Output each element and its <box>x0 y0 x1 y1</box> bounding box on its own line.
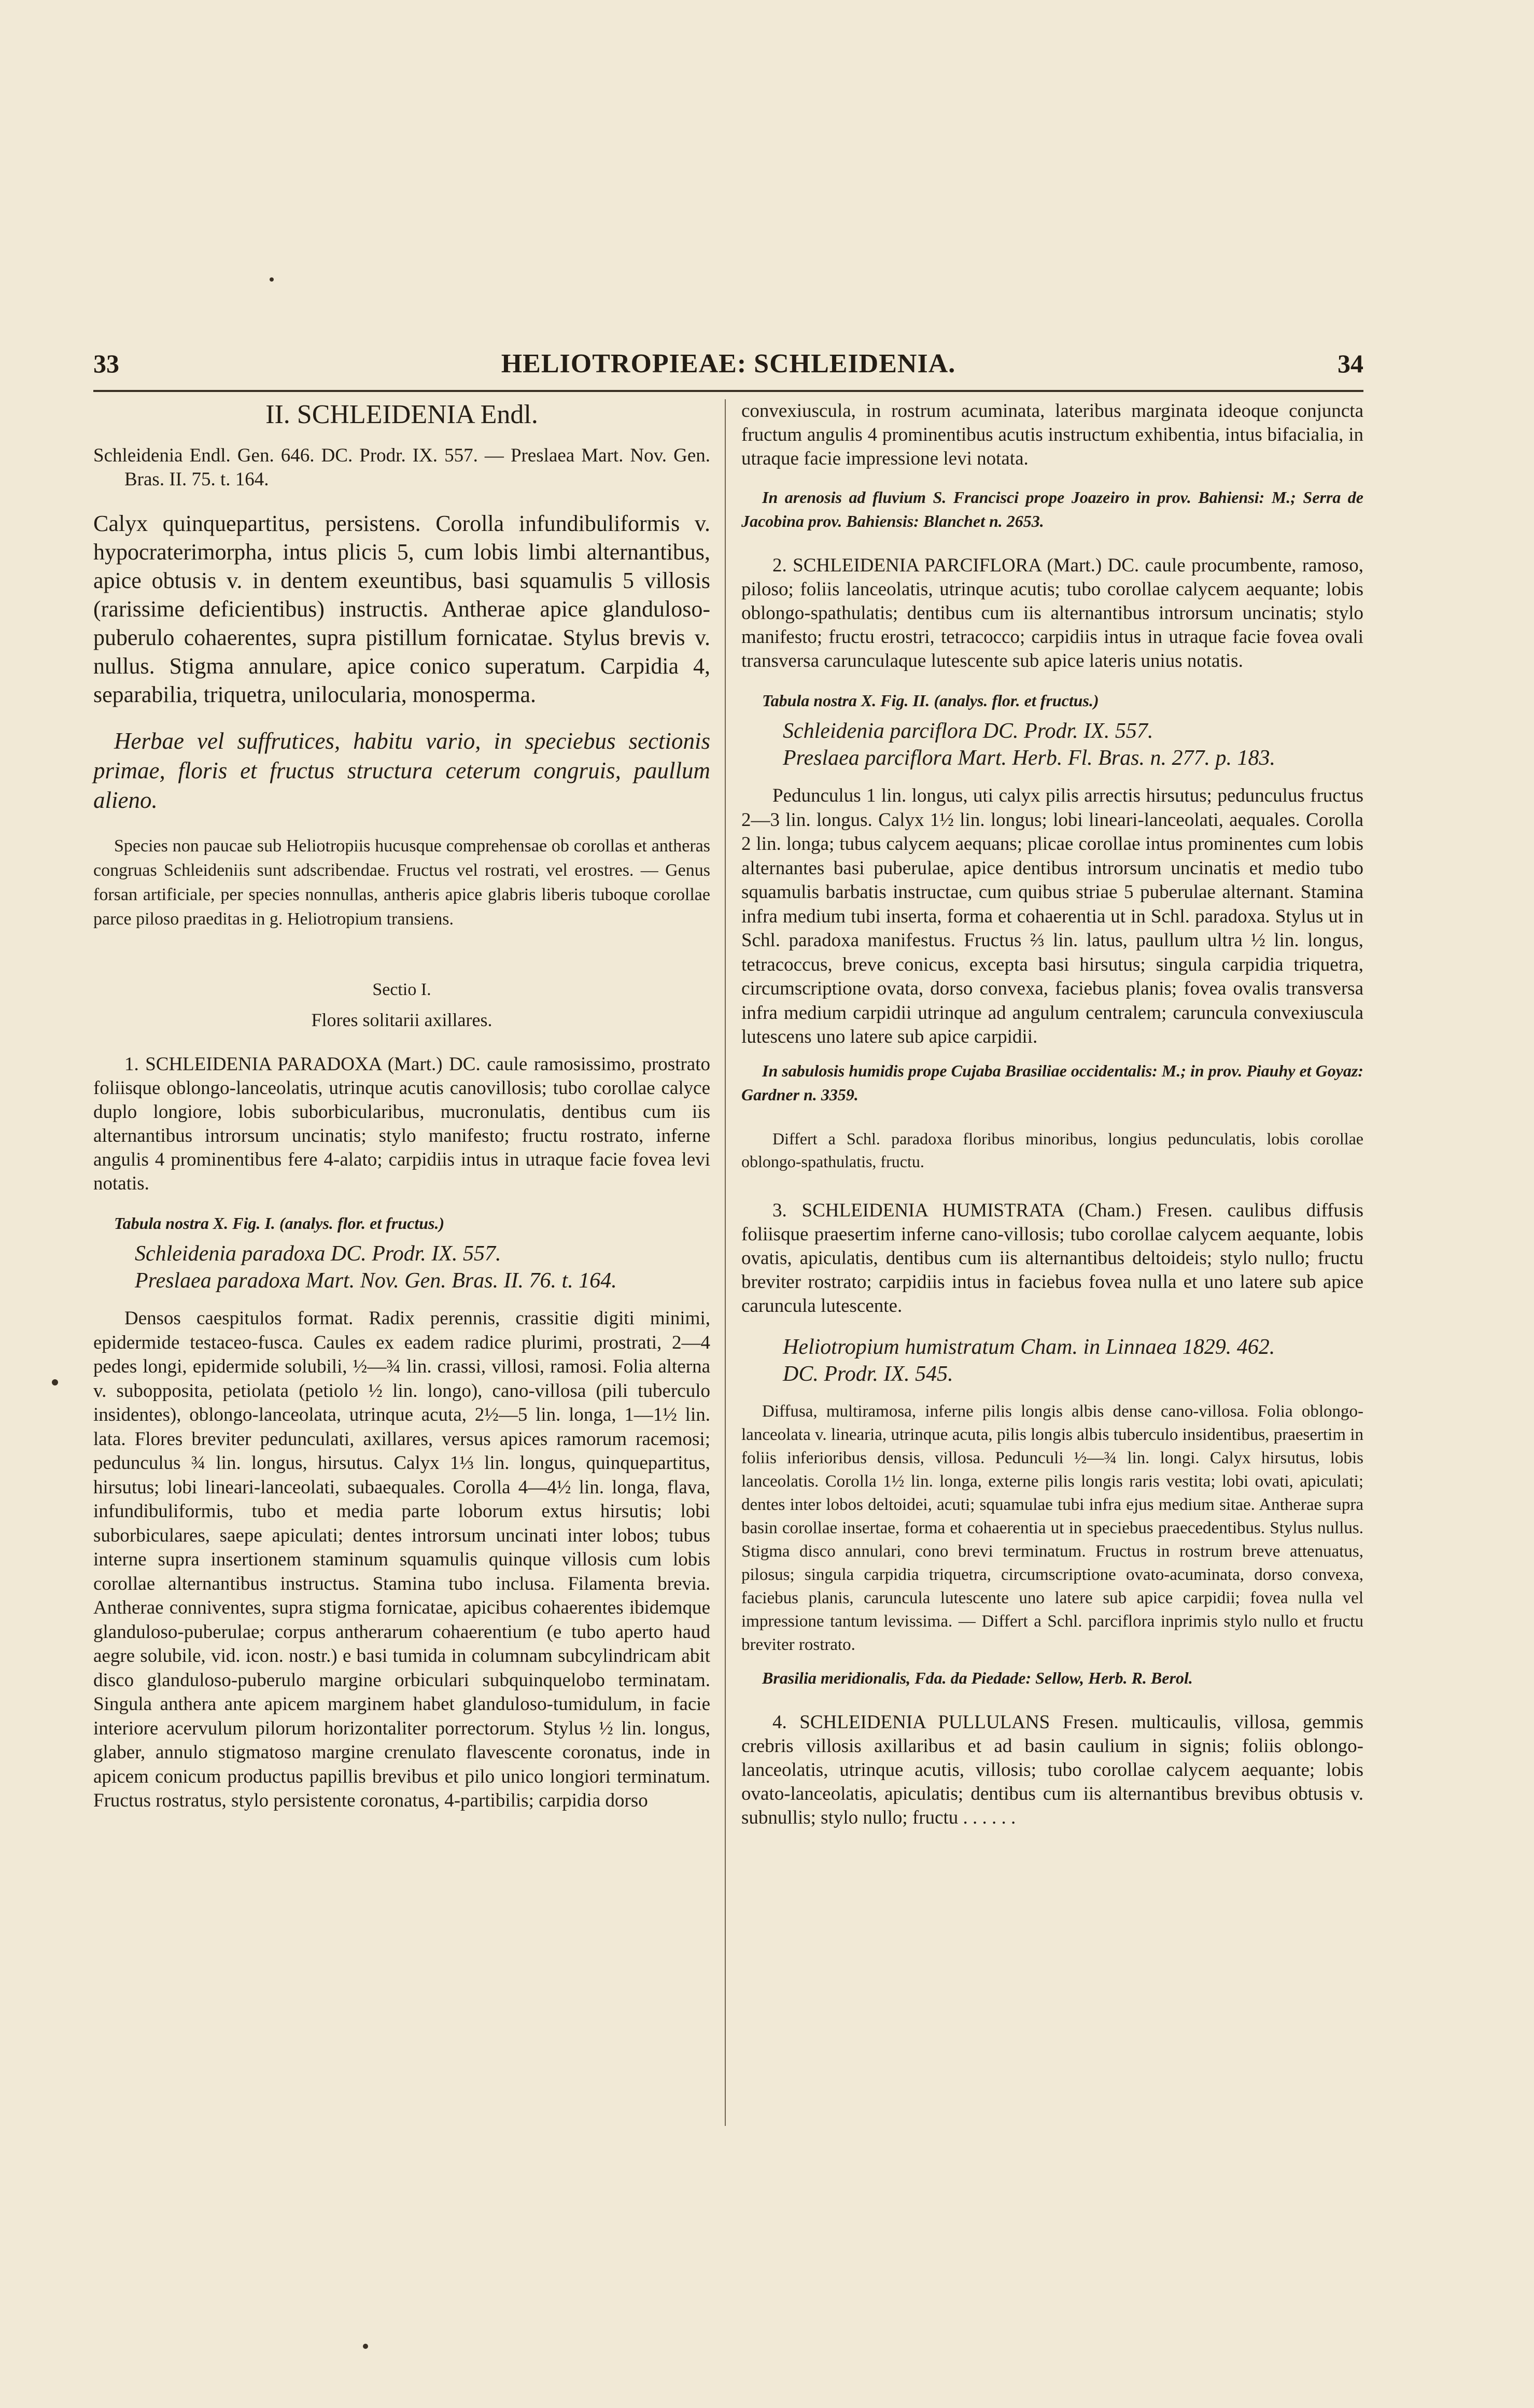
ink-speck <box>52 1379 58 1385</box>
species-1-ref-a: Schleidenia paradoxa DC. Prodr. IX. 557. <box>135 1242 501 1266</box>
species-1-description: Densos caespitulos format. Radix perennis, crassitie digiti minimi, epidermide testaceo-fusca. Caules ex eadem radice plurimi, prostrati, 2—4 pedes longi, epidermide solubili, ½—¾ lin. crassi, villosi, ramosi. Folia alterna v. subopposita, petiolata (petiolo ½ lin. longo), cano-villosa (pili tuberculo insidentes), oblongo-lanceolata, utrinque acuta, 2½—5 lin. longa, 1—1½ lin. lata. Flores breviter pedunculati, axillares, versus apices ramorum racemosi; pedunculus ¾ lin. longus, hirsutus. Calyx 1⅓ lin. longus, quinquepartitus, hirsutus; lobi lineari-lanceolati, subaequales. Corolla 4—4½ lin. longa, flava, infundibuliformis, tubo et media parte loborum extus hirsutis; lobi suborbiculares, saepe apiculati; dentes introrsum uncinati inter lobos; tubus interne supra insertionem staminum squamulis quinque villosis cum lobis corollae alternantibus instructus. Stamina tubo inclusa. Filamenta brevia. Antherae conniventes, supra stigma fornicatae, apicibus cohaerentes ibidemque glanduloso-puberulae; corpus antherarum cohaerentium (e tubo aperto haud aegre solubile, vid. icon. nostr.) e basi tumida in columnam subcylindricam abit disco glanduloso-puberulo margine orbiculari subquinquelobo terminatam. Singula anthera ante apicem marginem habet glanduloso-tumidulum, in facie interiore acervulum pilorum horizontaliter porrectorum. Stylus ½ lin. longus, glaber, annulo stigmatoso margine crenulato flavescente coronatus, inde in apicem conicum productus papillis brevibus et pilo unico longiori terminatum. Fructus rostratus, stylo persistente coronatus, 4-partibilis; carpidia dorso <box>93 1308 710 1811</box>
genus-description: Calyx quinquepartitus, persistens. Corolla infundibuliformis v. hypocraterimorpha, intus plicis 5, cum lobis limbi alternantibus, apice obtusis v. in dentem exeuntibus, basi squamulis 5 villosis (rarissime deficientibus) instructis. Antherae apice glanduloso-puberulo cohaerentes, supra pistillum fornicatae. Stylus brevis v. nullus. Stigma annulare, apice conico superatum. Carpidia 4, separabilia, triquetra, unilocularia, monosperma. <box>93 511 710 707</box>
page-number-left: 33 <box>93 349 119 378</box>
species-1-plate: Tabula nostra X. Fig. I. (analys. flor. et fructus.) <box>114 1214 445 1233</box>
species-1-ref-b: Preslaea paradoxa Mart. Nov. Gen. Bras. II. 76. t. 164. <box>135 1269 617 1293</box>
genus-synonymy: Schleidenia Endl. Gen. 646. DC. Prodr. IX. 557. — Preslaea Mart. Nov. Gen. Bras. II. 75. t. 164. <box>93 445 710 490</box>
species-2-plate: Tabula nostra X. Fig. II. (analys. flor. et fructus.) <box>762 691 1099 710</box>
species-2-ref-a: Schleidenia parciflora DC. Prodr. IX. 557. <box>783 719 1153 743</box>
left-column <box>93 399 710 1813</box>
species-2-diagnosis: 2. SCHLEIDENIA PARCIFLORA (Mart.) DC. caule procumbente, ramoso, piloso; foliis lanceolatis, utrinque acutis; tubo corollae calycem aequante; lobis oblongo-spathulatis; dentibus cum iis alternantibus introrsum uncinatis; stylo manifesto; fructu erostri, tetracocco; carpidiis intus in utraque facie fovea ovali transversa carunculaque lutescente sub apice lateris unius notatis. <box>741 555 1363 671</box>
species-2-locality: In sabulosis humidis prope Cujaba Brasiliae occidentalis: M.; in prov. Piauhy et Goyaz: Gardner n. 3359. <box>741 1061 1363 1104</box>
species-3-locality: Brasilia meridionalis, Fda. da Piedade: Sellow, Herb. R. Berol. <box>762 1668 1193 1687</box>
section-number: Sectio I. <box>372 980 431 999</box>
right-column <box>741 399 1363 1837</box>
species-1-locality: In arenosis ad fluvium S. Francisci prope Joazeiro in prov. Bahiensi: M.; Serra de Jacobina prov. Bahiensis: Blanchet n. 2653. <box>741 488 1363 530</box>
species-1-diagnosis: 1. SCHLEIDENIA PARADOXA (Mart.) DC. caule ramosissimo, prostrato foliisque oblongo-lanceolatis, utrinque acutis canovillosis; tubo corollae calyce duplo longiore, lobis suborbicularibus, mucronulatis, dentibus cum iis alternantibus introrsum uncinatis; stylo manifesto; fructu rostrato, inferne angulis 4 prominentibus fere 4-alato; carpidiis intus in utraque facie fovea levi notatis. <box>93 1054 710 1194</box>
genus-title: II. SCHLEIDENIA Endl. <box>265 400 538 429</box>
ink-speck <box>270 277 274 282</box>
page-number-right: 34 <box>1338 349 1363 378</box>
species-2-description: Pedunculus 1 lin. longus, uti calyx pilis arrectis hirsutus; pedunculus fructus 2—3 lin. longus. Calyx 1½ lin. longus; lobi lineari-lanceolati, aequales. Corolla 2 lin. longa; tubus calycem aequans; plicae corollae intus prominentes cum lobis alternantes basi puberulae, apice dentibus introrsum uncinatis et medio tubo squamulis barbatis instructae, cum quibus striae 5 puberulae alternant. Stamina infra medium tubi inserta, forma et cohaerentia ut in Schl. paradoxa. Stylus ut in Schl. paradoxa manifestus. Fructus ⅔ lin. latus, paullum ultra ½ lin. longus, tetracoccus, breve conicus, excepta basi hirsutus; singula carpidia triquetra, circumscriptione ovata, dorso convexa, faciebus planis; fovea ovalis transversa infra medium carpidii utrinque ad angulum centralem; caruncula convexiuscula lutescens uno latere sub apice carpidii. <box>741 785 1363 1047</box>
ink-speck <box>363 2344 368 2349</box>
species-2-ref-b: Preslaea parciflora Mart. Herb. Fl. Bras. n. 277. p. 183. <box>783 746 1276 770</box>
species-3-ref-b: DC. Prodr. IX. 545. <box>783 1362 953 1386</box>
species-1-description-continued: convexiuscula, in rostrum acuminata, lateribus marginata ideoque conjuncta fructum angulis 4 prominentibus acutis instructum exhibentia, intus bifacialia, in utraque facie impressione levi notata. <box>741 400 1363 469</box>
species-3-diagnosis: 3. SCHLEIDENIA HUMISTRATA (Cham.) Fresen. caulibus diffusis foliisque praesertim inferne cano-villosis; tubo corollae calycem aequante, lobis ovatis, apiculatis, dentibus cum iis alternantibus deltoideis; stylo nullo; fructu breviter rostrato; carpidiis intus in faciebus fovea nulla et uno latere sub apice caruncula lutescente. <box>741 1199 1363 1317</box>
section-title: Flores solitarii axillares. <box>311 1010 492 1030</box>
header-rule <box>93 390 1363 392</box>
running-title: HELIOTROPIEAE: SCHLEIDENIA. <box>501 349 956 379</box>
species-3-description: Diffusa, multiramosa, inferne pilis longis albis dense cano-villosa. Folia oblongo-lanceolata v. linearia, utrinque acuta, pilis longis albis tuberculo insidentibus, praesertim in foliis inferioribus densis, villosa. Pedunculi ½—¾ lin. longi. Calyx hirsutus, lobis lanceolatis. Corolla 1½ lin. longa, externe pilis longis raris vestita; lobi ovati, apiculati; dentes inter lobos deltoidei, acuti; squamulae tubi infra ejus medium sitae. Antherae supra basin corollae insertae, forma et cohaerentia ut in speciebus praecedentibus. Stylus nullus. Stigma disco annulari, cono brevi terminatum. Fructus in rostrum breve attenuatus, pilosus; singula carpidia triquetra, circumscriptione ovato-acuminata, dorso convexa, faciebus planis, caruncula lutescente uno latere sub apice carpidii; fovea nulla vel impressione tantum levissima. — Differt a Schl. parciflora inprimis stylo nullo et fructu breviter rostrato. <box>741 1402 1363 1654</box>
species-3-ref-a: Heliotropium humistratum Cham. in Linnaea 1829. 462. <box>783 1335 1275 1359</box>
genus-habit: Herbae vel suffrutices, habitu vario, in speciebus sectionis primae, floris et fructus structura ceterum congruis, paullum alieno. <box>93 728 710 813</box>
running-head <box>93 348 1363 390</box>
column-divider <box>725 399 726 2126</box>
genus-note: Species non paucae sub Heliotropiis hucusque comprehensae ob corollas et antheras congruas Schleideniis sunt adscribendae. Fructus vel rostrati, vel erostres. — Genus forsan artificiale, per species nonnullas, antheris apice glabris liberis tuboque corollae parce piloso praeditas in g. Heliotropium transiens. <box>93 836 710 929</box>
species-2-differentia: Differt a Schl. paradoxa floribus minoribus, longius pedunculatis, lobis corollae oblongo-spathulatis, fructu. <box>741 1129 1363 1171</box>
species-4-diagnosis: 4. SCHLEIDENIA PULLULANS Fresen. multicaulis, villosa, gemmis crebris villosis axillaribus et ad basin caulium in signis; foliis oblongo-lanceolatis, utrinque acutis, villosis; tubo corollae calycem aequante; lobis ovato-lanceolatis, apiculatis; dentibus cum iis alternantibus brevibus obtusis v. subnullis; stylo nullo; fructu . . . . . . <box>741 1711 1363 1828</box>
